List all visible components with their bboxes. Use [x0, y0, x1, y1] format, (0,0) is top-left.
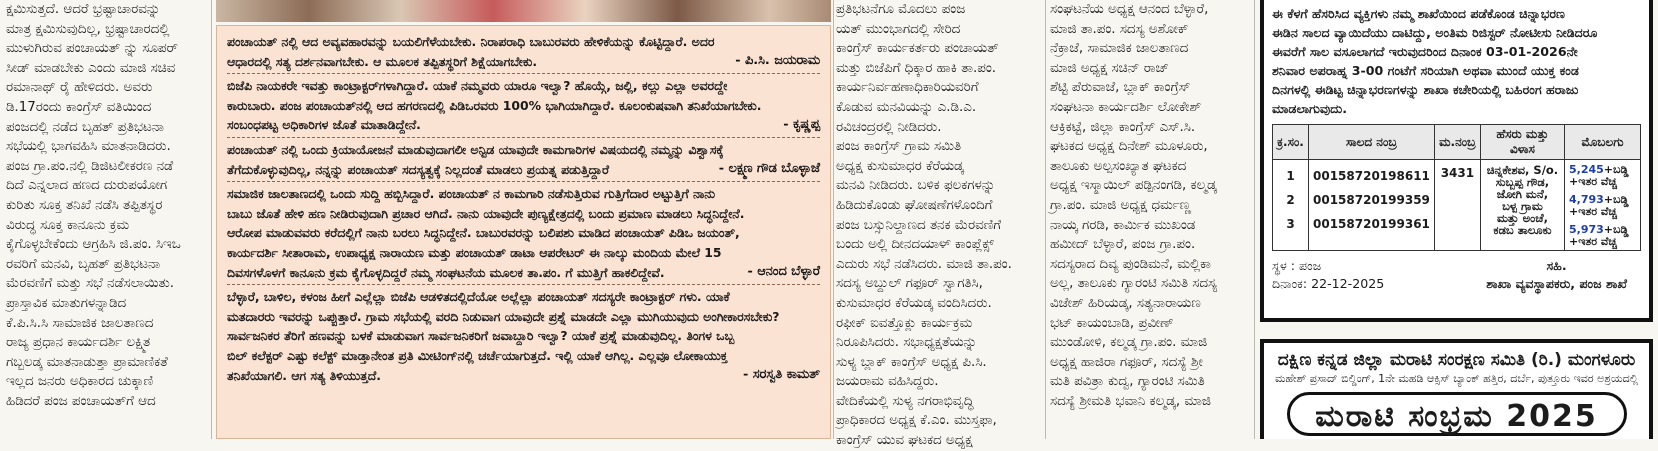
member-cell [1434, 160, 1480, 251]
column-divider [1045, 0, 1046, 439]
ad-title: ದಕ್ಷಿಣ ಕನ್ನಡ ಜಿಲ್ಲಾ ಮರಾಟಿ ಸಂರಕ್ಷಣ ಸಮಿತಿ (ರಿ.) ಮಂಗಳೂರು [1277, 350, 1636, 370]
quote-text: ಪಂಚಾಯತ್ ನಲ್ಲಿ ಒಂದು ಕ್ರಿಯಾಯೋಜನೆ ಮಾಡುವುದಾಗಲೀ ಅನ್ಟಿಡ ಯಾವುದೇ ಕಾಮಗಾರಿಗಳ ವಿಷಯದಲ್ಲಿ ನಮ್ಮನ್ನು ವಿಶ್ವಾಸಕ್ಕೆ ತೆಗೆದುಕೊಳ್ಳುವುದಿಲ್ಲ, ನನ್ನನ್ನು ಪಂಚಾಯತ್ ಸದಸ್ಯತ್ವಕ್ಕೆ ನಿಲ್ಲದಂತೆ ಮಾಡಲು ಪ್ರಯತ್ನ ಪಡುತ್ತಿದ್ದಾರೆ [227, 141, 724, 177]
quote-author: - ಪಿ.ಸಿ. ಜಯರಾಮ [735, 53, 820, 69]
article-column-left [6, 0, 210, 439]
amount-item [1569, 162, 1636, 188]
quote-author: - ಸರಸ್ವತಿ ಕಾಮತ್ [742, 367, 820, 383]
amount-value: 5,973 [1569, 223, 1604, 236]
quote-item [227, 73, 820, 137]
column-header: ಸಾಲದ ನಂಬ್ರ [1309, 125, 1435, 160]
ad-banner: ಮರಾಟಿ ಸಂಭ್ರಮ 2025 [1287, 392, 1627, 436]
name-address: ಚಿನ್ನಕೇಶವ, S/o. ಸುಬ್ಬಪ್ಪ ಗೌಡ, ಜೋಗಿ ಮನೆ, ಬಳ್ಪ ಗ್ರಾಮ ಮತ್ತು ಅಂಚೆ, ಕಡಬ ತಾಲೂಕು [1486, 163, 1559, 237]
amount-suffix: +ಬಡ್ಡಿ +ಇತರ ವೆಚ್ಚ [1569, 223, 1629, 248]
column-header: ಮ.ನಂಬ್ರ [1434, 125, 1480, 160]
quote-item [227, 30, 820, 73]
loan-numbers: 00158720198611 00158720199359 00158720199361 [1313, 169, 1430, 231]
article-column-middle-1 [836, 0, 1040, 449]
amount-value: 5,245 [1569, 163, 1604, 176]
amount-item [1569, 192, 1636, 218]
quote-author: - ಕೃಷ್ಣಪ್ಪ [783, 116, 820, 132]
table-row [1273, 160, 1641, 251]
quote-item [227, 284, 820, 387]
article-text: ಕ್ಷಮಿಸುತ್ತದೆ. ಆದರೆ ಭ್ರಷ್ಟಾಚಾರವನ್ನು ಮಾತ್ರ ಕ್ಷಮಿಸುವುದಿಲ್ಲ, ಭ್ರಷ್ಟಾಚಾರದಲ್ಲಿ ಮುಳುಗಿರುವ ಪಂಚಾಯತ್ ನ್ನು ಸೂಪರ್ ಸೀಡ್ ಮಾಡಬೇಕು ಎಂದು ಮಾಜಿ ಸಚಿವ ರಮಾನಾಥ್ ರೈ ಹೇಳಿದರು. ಅವರು ಡಿ.17ರಂದು ಕಾಂಗ್ರೆಸ್ ವತಿಯಿಂದ ಪಂಜದಲ್ಲಿ ನಡೆದ ಬೃಹತ್ ಪ್ರತಿಭಟನಾ ಸಭೆಯಲ್ಲಿ ಭಾಗವಹಿಸಿ ಮಾತನಾಡಿದರು. ಪಂಜ ಗ್ರಾ.ಪಂ.ನಲ್ಲಿ ಡಿಜಿಟಲೀಕರಣ ನಡೆ ದಿದೆ ಎನ್ನಲಾದ ಹಣದ ದುರುಪಯೋಗ ಕುರಿತು ಸೂಕ್ತ ತನಿಖೆ ನಡೆಸಿ ತಪ್ಪಿತಸ್ಥರ ವಿರುದ್ಧ ಸೂಕ್ತ ಕಾನೂನು ಕ್ರಮ ಕೈಗೊಳ್ಳಬೇಕೆಂದು ಆಗ್ರಹಿಸಿ ಜಿ.ಪಂ. ಸಿಇಒ ರವರಿಗೆ ಮನವಿ, ಬೃಹತ್ ಪ್ರತಿಭಟನಾ ಮೆರವಣಿಗೆ ಮತ್ತು ಸಭೆ ನಡೆಸಲಾಯಿತು. ಪ್ರಾಸ್ತಾವಿಕ ಮಾತುಗಳನ್ನಾಡಿದ ಕೆ.ಪಿ.ಸಿ.ಸಿ ಸಾಮಾಜಿಕ ಜಾಲತಾಣದ ರಾಜ್ಯ ಪ್ರಧಾನ ಕಾರ್ಯದರ್ಶಿ ಲಕ್ಷ್ಮಿತ ಗಬ್ಬಲಡ್ಕ ಮಾತನಾಡುತ್ತಾ ಪ್ರಾಮಾಣಿಕತೆ ಇಲ್ಲದ ಜನರು ಅಧಿಕಾರದ ಚುಕ್ಕಾಣಿ ಹಿಡಿದರೆ ಪಂಜ ಪಂಚಾಯತ್‌ಗೆ ಆದ [6, 2, 181, 409]
loan-cell [1309, 160, 1435, 251]
ad-address: ಮಹೇಶ್ ಪ್ರಸಾದ್ ಬಿಲ್ಡಿಂಗ್, 1ನೇ ಮಹಡಿ ಆಕ್ಸಿಸ್ ಬ್ಯಾಂಕ್ ಹತ್ತಿರ, ದರ್ಬೆ, ಪುತ್ತೂರು ಇವರ ಅಶ್ರಯದಲ್ಲಿ [1274, 372, 1639, 385]
amount-item [1569, 222, 1636, 250]
serial-numbers: 1 2 3 [1286, 169, 1295, 231]
event-advertisement [1260, 339, 1653, 439]
notice-footer [1272, 257, 1641, 293]
amount-suffix: +ಬಡ್ಡಿ +ಇತರ ವೆಚ್ಚ [1569, 193, 1629, 218]
notice-table [1272, 124, 1641, 251]
member-number: 3431 [1440, 166, 1475, 180]
quote-text: ಬಿಜೆಪಿ ನಾಯಕರೇ ಇವತ್ತು ಕಾಂಟ್ರಾಕ್ಟರ್‌ಗಳಾಗಿದ್ದಾರೆ. ಯಾಕೆ ನಮ್ಮವರು ಯಾರೂ ಇಲ್ವಾ? ಹೊಯ್ಗೆ, ಜಲ್ಲಿ, ಕಲ್ಲು ಎಲ್ಲಾ ಅವರದ್ದೇ ಕಾರುಬಾರು. ಪಂಜ ಪಂಚಾಯತ್‌ನಲ್ಲಿ ಆದ ಹಗರಣದಲ್ಲಿ ಪಿಡಿಒರವರು 100% ಭಾಗಿಯಾಗಿದ್ದಾರೆ. ಕೂಲಂಕುಷವಾಗಿ ತನಿಖೆಯಾಗಬೇಕು. ಸಂಬಂಧಪಟ್ಟ ಅಧಿಕಾರಿಗಳ ಜೊತೆ ಮಾತಾಡಿದ್ದೇನೆ. [227, 78, 762, 133]
amount-suffix: +ಬಡ್ಡಿ +ಇತರ ವೆಚ್ಚ [1569, 163, 1629, 188]
article-text: ಪ್ರತಿಭಟನೆಗೂ ಮೊದಲು ಪಂಜ ಯತ್ ಮುಂಭಾಗದಲ್ಲಿ ಸೇರಿದ ಕಾಂಗ್ರೆಸ್ ಕಾರ್ಯಕರ್ತರು ಪಂಚಾಯತ್ ಮತ್ತು ಬಿಜೆಪಿಗೆ ಧಿಕ್ಕಾರ ಹಾಕಿ ತಾ.ಪಂ. ಕಾರ್ಯನಿರ್ವಹಣಾಧಿಕಾರಿಯವರಿಗೆ ಕೊಡುವ ಮನವಿಯನ್ನು ಎ.ಡಿ.ಎ. ರವಿಚಂದ್ರರಲ್ಲಿ ನೀಡಿದರು. ಪಂಜ ಕಾಂಗ್ರೆಸ್ ಗ್ರಾಮ ಸಮಿತಿ ಅಧ್ಯಕ್ಷ ಕುಸುಮಾಧರ ಕೆರೆಯಡ್ಕ ಮನವಿ ನೀಡಿದರು. ಬಳಿಕ ಫಲಕಗಳನ್ನು ಹಿಡಿದುಕೊಂಡು ಘೋಷಣೆಗಳೊಂದಿಗೆ ಪಂಜ ಬಸ್ಸುನಿಲ್ದಾಣದ ತನಕ ಮೆರವಣಿಗೆ ಬಂದು ಅಲ್ಲಿ ದೀನದಯಾಳ್ ಕಾಂಪ್ಲೆಕ್ಸ್ ಎದುರು ಸಭೆ ನಡೆಸಿದರು. ಮಾಜಿ ತಾ.ಪಂ. ಸದಸ್ಯ ಅಬ್ದುಲ್ ಗಫೂರ್ ಸ್ವಾಗತಿಸಿ, ಕುಸುಮಾಧರ ಕೆರೆಯಡ್ಕ ವಂದಿಸಿದರು. ರಫೀಕ್ ಐವತ್ತೊಕ್ಲು ಕಾರ್ಯಕ್ರಮ ನಿರೂಪಿಸಿದರು. ಸಭಾಧ್ಯಕ್ಷತೆಯನ್ನು ಸುಳ್ಯ ಬ್ಲಾಕ್ ಕಾಂಗ್ರೆಸ್ ಅಧ್ಯಕ್ಷ ಪಿ.ಸಿ. ಜಯರಾಮ ವಹಿಸಿದ್ದರು. ವೇದಿಕೆಯಲ್ಲಿ ಸುಳ್ಯ ನಗರಾಭಿವೃದ್ಧಿ ಪ್ರಾಧಿಕಾರದ ಅಧ್ಯಕ್ಷ ಕೆ.ಎಂ. ಮುಸ್ತಫಾ, ಕಾಂಗ್ರೆಸ್ ಯುವ ಘಟಕದ ಅಧ್ಯಕ್ಷ [836, 2, 1012, 449]
notice-text: ಈ ಕೆಳಗೆ ಹೆಸರಿಸಿದ ವ್ಯಕ್ತಿಗಳು ನಮ್ಮ ಶಾಖೆಯಿಂದ ಪಡೆಕೊಂಡ ಚಿನ್ನಾಭರಣ ಈಡಿನ ಸಾಲದ ವ್ಯಾಯಿದೆಯು ದಾಟಿದ್ದು, ಅಂತಿಮ ರಿಜಿಸ್ಟರ್ ನೋಟೀಸು ನೀಡಿದರೂ ಈವರೆಗೆ ಸಾಲ ವಸೂಲಾಗದೆ ಇರುವುದರಿಂದ ದಿನಾಂಕ 03-01-2026ನೇ ಶನಿವಾರ ಅಪರಾಹ್ನ 3-00 ಗಂಟೆಗೆ ಸರಿಯಾಗಿ ಅಥವಾ ಮುಂದೆ ಯುಕ್ತ ಕಂಡ ದಿನಗಳಲ್ಲಿ ಈಡಿಟ್ಟ ಚಿನ್ನಾಭರಣಗಳನ್ನು ಶಾಖಾ ಕಚೇರಿಯಲ್ಲಿ ಬಹಿರಂಗ ಹರಾಜು ಮಾಡಲಾಗುವುದು. [1272, 6, 1598, 116]
place-date: ಸ್ಥಳ : ಪಂಜ ದಿನಾಂಕ: 22-12-2025 [1272, 258, 1385, 291]
amount-cell [1565, 160, 1641, 251]
column-divider [1254, 0, 1255, 439]
serial-cell [1273, 160, 1309, 251]
quote-text: ಬೆಳ್ಳಾರೆ, ಬಾಳಿಲ, ಕಳಂಜ ಹೀಗೆ ಎಲ್ಲೆಲ್ಲಾ ಬಿಜೆಪಿ ಆಡಳಿತದಲ್ಲಿದೆಯೋ ಅಲ್ಲೆಲ್ಲಾ ಪಂಚಾಯತ್ ಸದಸ್ಯರೇ ಕಾಂಟ್ರಾಕ್ಟರ್ ಗಳು. ಯಾಕೆ ಮತದಾರರು ಇವರನ್ನು ಒಪ್ಪುತ್ತಾರೆ. ಗ್ರಾಮ ಸಭೆಯಲ್ಲಿ ವರದಿ ನಿಡುವಾಗ ಯಾವುದೇ ಪ್ರಶ್ನೆ ಮಾಡದೇ ಎಲ್ಲಾ ಮುಗಿಯುವುದು ಅಂಗೀಕಾರಸಬೇಕು? ಸಾರ್ವಜನಿಕರ ತೆರಿಗೆ ಹಣವನ್ನು ಬಳಕೆ ಮಾಡುವಾಗ ಸಾರ್ವಜನಿಕರಿಗೆ ಜವಾಬ್ದಾರಿ ಇಲ್ವಾ? ಯಾಕೆ ಪ್ರಶ್ನೆ ಮಾಡುವುದಿಲ್ಲ. ತಿಂಗಳ ಒಬ್ಬ ಬಿಲ್ ಕಲೆಕ್ಟರ್ ಎಷ್ಟು ಕಲೆಕ್ಟ್ ಮಾಡ್ತಾನೇಂತ ಪ್ರತಿ ಮೀಟಿಂಗ್‌ನಲ್ಲಿ ಚರ್ಚೆಯಾಗುತ್ತದೆ. ಇಲ್ಲಿ ಯಾಕೆ ಆಗಿಲ್ಲ. ಎಲ್ಲವೂ ಲೋಕಾಯುಕ್ತ ತನಿಖೆಯಾಗಲಿ. ಆಗ ಸತ್ಯ ತಿಳಿಯುತ್ತದೆ. [227, 289, 780, 383]
article-column-middle-2 [1050, 0, 1250, 439]
column-header: ಹೆಸರು ಮತ್ತು ವಿಳಾಸ [1480, 125, 1564, 160]
quote-text: ಸಮಾಜಿಕ ಜಾಲತಾಣದಲ್ಲಿ ಒಂದು ಸುದ್ದಿ ಹಬ್ಬಿಸಿದ್ದಾರೆ. ಪಂಚಾಯತ್ ನ ಕಾಮಗಾರಿ ನಡೆಸುತ್ತಿರುವ ಗುತ್ತಿಗೆದಾರ ಅಟ್ಟುತ್ತಿಗೆ ನಾನು ಬಾಬು ಜೊತೆ ಹೇಳಿ ಹಣ ನೀಡಿರುವುದಾಗಿ ಪ್ರಚಾರ ಆಗಿದೆ. ನಾನು ಯಾವುದೇ ಪುಣ್ಯಕ್ಷೇತ್ರದಲ್ಲಿ ಬಂದು ಪ್ರಮಾಣ ಮಾಡಲು ಸಿದ್ಧನಿದ್ದೇನೆ. ಆರೋಪ ಮಾಡುವವರು ಕರೆದಲ್ಲಿಗೆ ನಾನು ಬರಲು ಸಿದ್ಧನಿದ್ದೇನೆ. ಬಾಬುರವರನ್ನು ಬಲಿಪಶು ಮಾಡಿದ ಪಂಚಾಯತ್ ಪಿಡಿಒ ಜಯಂತ್, ಕಾರ್ಯದರ್ಶಿ ಸೀತಾರಾಮ, ಉಪಾಧ್ಯಕ್ಷ ನಾರಾಯಣ ಮತ್ತು ಪಂಚಾಯತ್ ಡಾಟಾ ಆಪರೇಟರ್ ಈ ನಾಲ್ಕು ಮಂದಿಯ ಮೇಲೆ 15 ದಿವಸಗಳೊಳಗೆ ಕಾನೂನು ಕ್ರಮ ಕೈಗೊಳ್ಳದಿದ್ದರೆ ನಮ್ಮ ಸಂಘಟನೆಯ ಮೂಲಕ ತಾ.ಪಂ. ಗೆ ಮುತ್ತಿಗೆ ಹಾಕಲಿದ್ದೇವೆ. [227, 186, 745, 280]
column-header: ಕ್ರ.ಸಂ. [1273, 125, 1309, 160]
auction-notice [1260, 0, 1653, 322]
quote-item [227, 181, 820, 284]
name-address-cell [1480, 160, 1564, 251]
article-text: ಸಂಘಟನೆಯ ಅಧ್ಯಕ್ಷ ಆನಂದ ಬೆಳ್ಳಾರೆ, ಮಾಜಿ ತಾ.ಪಂ. ಸದಸ್ಯ ಅಶೋಕ್ ನೆಕ್ರಾಜೆ, ಸಾಮಾಜಿಕ ಜಾಲತಾಣದ ಮಾಜಿ ಅಧ್ಯಕ್ಷ ಸಚಿನ್ ರಾಜ್ ಶೆಟ್ಟಿ ಪೆರುವಾಜೆ, ಬ್ಲಾಕ್ ಕಾಂಗ್ರೆಸ್ ಸಂಘಟನಾ ಕಾರ್ಯದರ್ಶಿ ಲೋಕೇಶ್ ಆಕ್ರಿಕಟ್ಟೆ, ಜಿಲ್ಲಾ ಕಾಂಗ್ರೆಸ್ ಎಸ್.ಸಿ. ಘಟಕದ ಅಧ್ಯಕ್ಷ ದಿನೇಶ್ ಮೂಳೂರು, ತಾಲೂಕು ಅಲ್ಪಸಂಖ್ಯಾತ ಘಟಕದ ಅಧ್ಯಕ್ಷ ಇಸ್ಮಾಯಿಲ್ ಪಡ್ಪಿನಂಗಡಿ, ಕಲ್ಮಡ್ಕ ಗ್ರಾ.ಪಂ. ಮಾಜಿ ಅಧ್ಯಕ್ಷ ಧರ್ಮಣ್ಣ ನಾಯ್ಕ ಗರಡಿ, ಕಾರ್ಮಿಕ ಮುಖಂಡ ಹಮೀದ್ ಬೆಳ್ಳಾರೆ, ಪಂಜ ಗ್ರಾ.ಪಂ. ಸದಸ್ಯರಾದ ದಿವ್ಯ ಪುಂಡಿಮನೆ, ಮಲ್ಲಿಕಾ ಅಲ್ಲ, ತಾಲೂಕು ಗ್ಯಾರಂಟಿ ಸಮಿತಿ ಸದಸ್ಯ ವಿಜೇಶ್ ಹಿರಿಯಡ್ಕ, ಸತ್ಯನಾರಾಯಣ ಭಟ್ ಕಾಯಂಬಾಡಿ, ಪ್ರವೀಣ್ ಮುಂಡೋಳಿ, ಕಲ್ಮಡ್ಕ ಗ್ರಾ.ಪಂ. ಮಾಜಿ ಅಧ್ಯಕ್ಷ ಹಾಜಿರಾ ಗಫೂರ್, ಸದಸ್ಯೆ ಶ್ರೀ ಮತಿ ಪವಿತ್ರಾ ಕುದ್ವ, ಗ್ಯಾರಂಟಿ ಸಮಿತಿ ಸದಸ್ಯೆ ಶ್ರೀಮತಿ ಭವಾನಿ ಕಲ್ಮಡ್ಕ, ಮಾಜಿ [1050, 2, 1218, 409]
quote-author: - ಆನಂದ ಬೆಳ್ಳಾರೆ [747, 264, 820, 280]
column-header: ಮೊಬಲಗು [1565, 125, 1641, 160]
manager-signature: ಸಹಿ. ಶಾಖಾ ವ್ಯವಸ್ಥಾಪಕರು, ಪಂಜ ಶಾಖೆ [1486, 258, 1627, 291]
quote-author: - ಲಕ್ಷ್ಮಣ ಗೌಡ ಬೊಳ್ಳಾಜೆ [718, 161, 820, 177]
quote-item [227, 137, 820, 181]
column-divider [833, 0, 834, 439]
quotes-box [216, 25, 831, 439]
amount-value: 4,793 [1569, 193, 1604, 206]
quote-text: ಪಂಚಾಯತ್ ನಲ್ಲಿ ಆದ ಅವ್ಯವಹಾರವನ್ನು ಬಯಲಿಗೆಳೆಯಬೇಕು. ನಿರಾಪರಾಧಿ ಬಾಬುರವರು ಹೇಳಿಕೆಯನ್ನು ಕೊಟ್ಟಿದ್ದಾರೆ. ಅದರ ಆಧಾರದಲ್ಲಿ ಸತ್ಯ ದರ್ಶನವಾಗಬೇಕು. ಆ ಮೂಲಕ ತಪ್ಪಿತಸ್ಥರಿಗೆ ಶಿಕ್ಷೆಯಾಗಬೇಕು. [227, 34, 715, 69]
table-header-row [1273, 125, 1641, 160]
column-divider [211, 0, 212, 439]
article-photo [216, 0, 831, 22]
